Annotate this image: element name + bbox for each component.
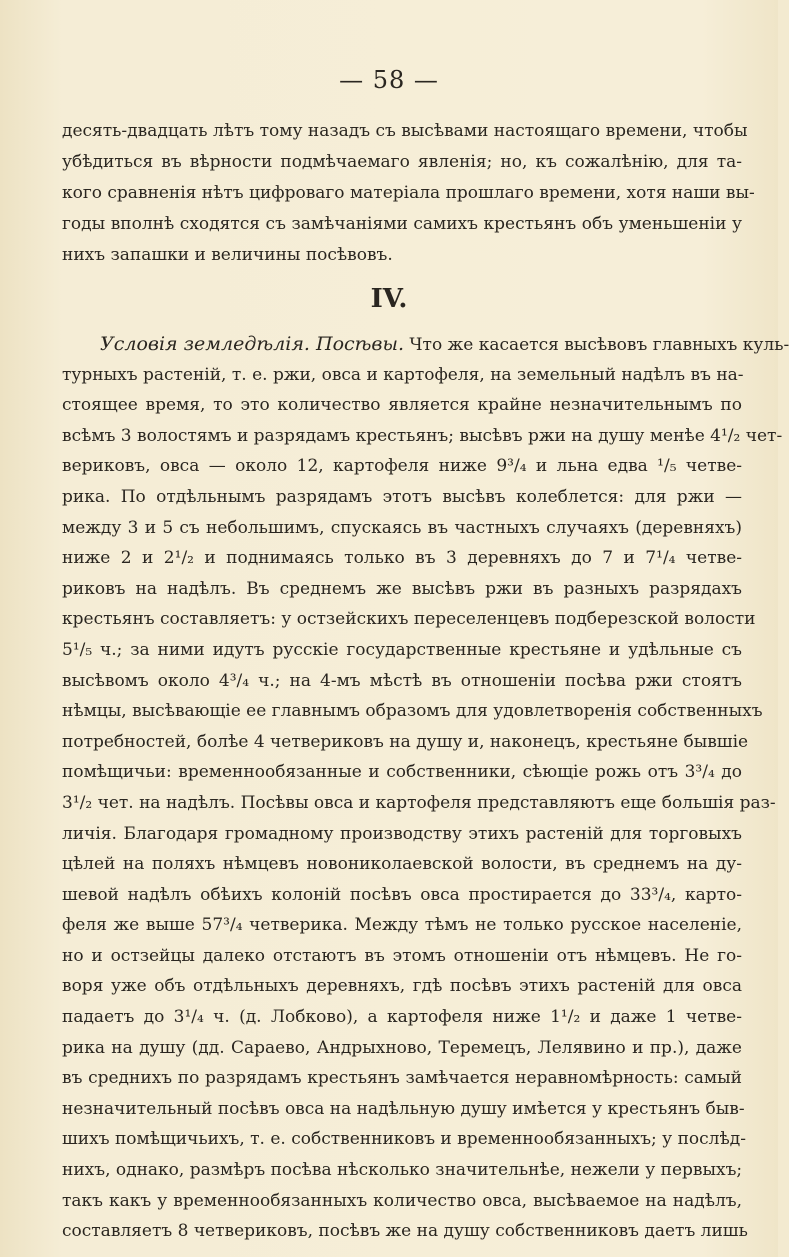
- text-line: рика на душу (дд. Сараево, Андрыхново, Теремецъ, Лелявино и пр.), даже: [62, 1037, 742, 1058]
- text-line: крестьянъ составляетъ: у остзейскихъ переселенцевъ подберезской волости: [62, 609, 756, 630]
- text-line: незначительный посѣвъ овса на надѣльную душу имѣется у крестьянъ быв-: [62, 1098, 745, 1119]
- text-line: потребностей, болѣе 4 четвериковъ на душу и, наконецъ, крестьяне бывшіе: [62, 731, 749, 752]
- text-line: стоящее время, то это количество является крайне незначительнымъ по: [62, 395, 742, 416]
- text-line: десять-двадцать лѣтъ тому назадъ съ высѣвами настоящаго времени, чтобы: [62, 121, 748, 141]
- text-line: вериковъ, овса — около 12, картофеля ниже 9³/₄ и льна едва ¹/₅ четве-: [62, 456, 742, 477]
- text-line: но и остзейцы далеко отстаютъ въ этомъ отношеніи отъ нѣмцевъ. Не го-: [62, 945, 742, 966]
- text-line: между 3 и 5 съ небольшимъ, спускаясь въ частныхъ случаяхъ (деревняхъ): [62, 517, 742, 538]
- text-line: воря уже объ отдѣльныхъ деревняхъ, гдѣ посѣвъ этихъ растеній для овса: [62, 976, 742, 997]
- text-line: въ среднихъ по разрядамъ крестьянъ замѣчается неравномѣрность: самый: [62, 1068, 742, 1089]
- section-numeral: IV.: [370, 284, 408, 314]
- text-line: составляетъ 8 четвериковъ, посѣвъ же на душу собственниковъ даетъ лишь: [62, 1221, 748, 1242]
- text-line: высѣвомъ около 4³/₄ ч.; на 4-мъ мѣстѣ въ отношеніи посѣва ржи стоятъ: [62, 670, 742, 691]
- text-line: феля же выше 57³/₄ четверика. Между тѣмъ не только русское населеніе,: [62, 915, 742, 936]
- paragraph-1: [62, 116, 755, 271]
- text-line: нѣмцы, высѣвающіе ее главнымъ образомъ для удовлетворенія собственныхъ: [62, 701, 763, 722]
- text-line-first: [62, 329, 789, 360]
- text-line: рика. По отдѣльнымъ разрядамъ этотъ высѣвъ колеблется: для ржи —: [62, 486, 742, 507]
- text-line: личія. Благодаря громадному производству этихъ растеній для торговыхъ: [62, 823, 742, 844]
- paragraph-2-lines: [62, 360, 783, 1247]
- text-line: 3¹/₂ чет. на надѣлъ. Посѣвы овса и картофеля представляютъ еще большія раз-: [62, 792, 776, 813]
- text-line: шевой надѣлъ обѣихъ колоній посѣвъ овса простирается до 33³/₄, карто-: [62, 884, 742, 905]
- text-line: помѣщичьи: временнообязанные и собственники, сѣющіе рожь отъ 3³/₄ до: [62, 762, 742, 783]
- text-line: ниже 2 и 2¹/₂ и поднимаясь только въ 3 деревняхъ до 7 и 7¹/₄ четве-: [62, 548, 742, 569]
- text-line: риковъ на надѣлъ. Въ среднемъ же высѣвъ ржи въ разныхъ разрядахъ: [62, 578, 742, 599]
- text-line: падаетъ до 3¹/₄ ч. (д. Лобково), а картофеля ниже 1¹/₂ и даже 1 четве-: [62, 1007, 742, 1028]
- text-line: всѣмъ 3 волостямъ и разрядамъ крестьянъ; высѣвъ ржи на душу менѣе 4¹/₂ чет-: [62, 425, 783, 446]
- text-line: цѣлей на поляхъ нѣмцевъ новониколаевской волости, въ среднемъ на ду-: [62, 854, 742, 875]
- text-line: такъ какъ у временнообязанныхъ количество овса, высѣваемое на надѣлъ,: [62, 1190, 742, 1211]
- text-line: годы вполнѣ сходятся съ замѣчаніями самихъ крестьянъ объ уменьшеніи у: [62, 214, 742, 234]
- text-line: убѣдиться въ вѣрности подмѣчаемаго явленія; но, къ сожалѣнію, для та-: [62, 152, 742, 172]
- text-line: нихъ запашки и величины посѣвовъ.: [62, 245, 393, 265]
- text-line: нихъ, однако, размѣръ посѣва нѣсколько значительнѣе, нежели у первыхъ;: [62, 1160, 743, 1181]
- section-lead-title: Условія земледѣлія. Посѣвы.: [100, 333, 404, 355]
- text-line: турныхъ растеній, т. е. ржи, овса и картофеля, на земельный надѣлъ въ на-: [62, 364, 744, 385]
- text-line: 5¹/₅ ч.; за ними идутъ русскіе государственные крестьяне и удѣльные съ: [62, 639, 742, 660]
- text-line: кого сравненія нѣтъ цифроваго матеріала прошлаго времени, хотя наши вы-: [62, 183, 755, 203]
- paragraph-2: [62, 329, 789, 1247]
- text-line-rest: Что же касается высѣвовъ главныхъ куль-: [404, 335, 789, 355]
- text-line: шихъ помѣщичьихъ, т. е. собственниковъ и временнообязанныхъ; у послѣд-: [62, 1129, 746, 1150]
- page-number-header: — 58 —: [339, 66, 439, 94]
